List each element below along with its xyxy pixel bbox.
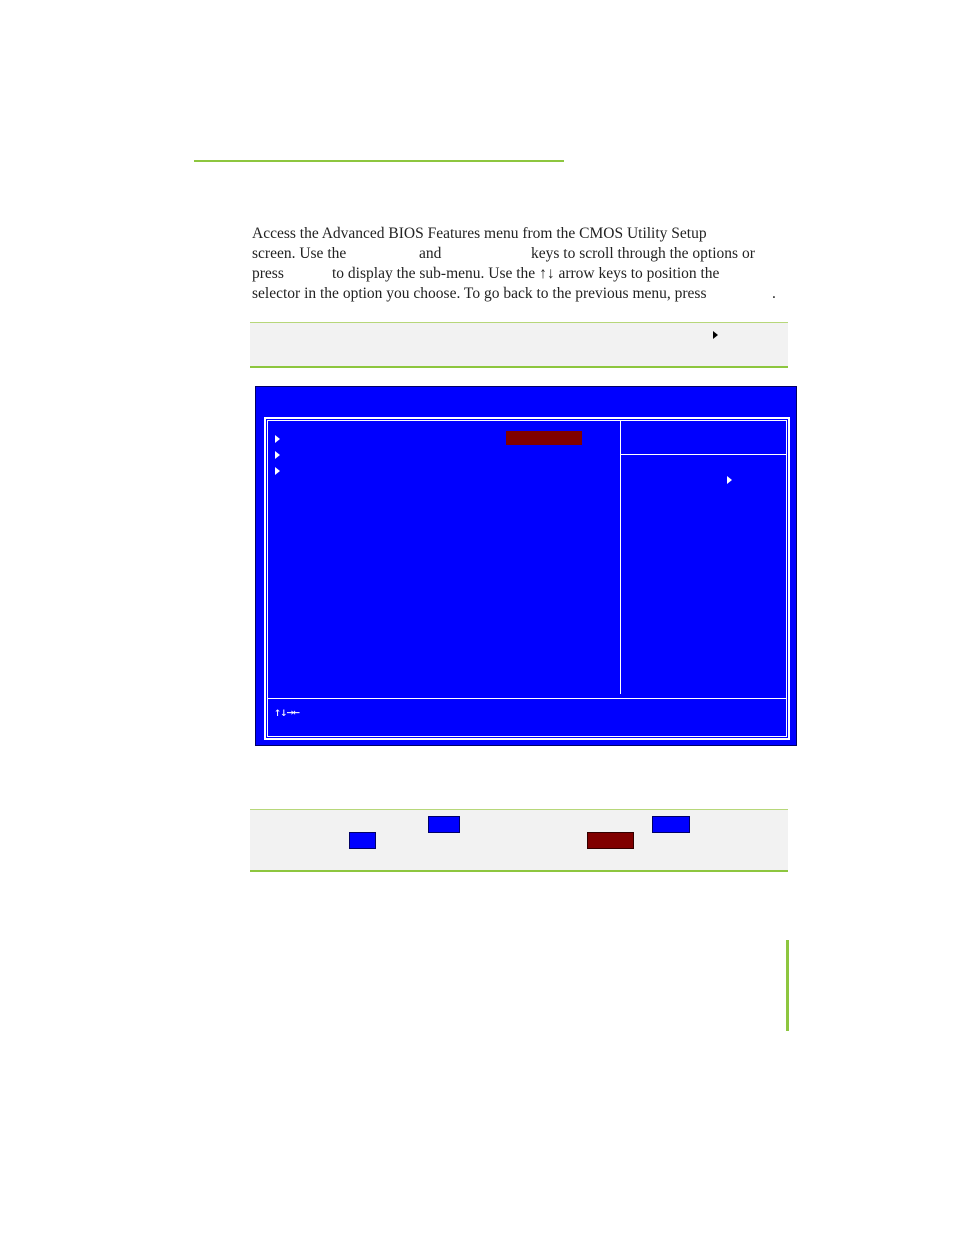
item-help-divider (620, 454, 786, 455)
intro-line-1: Access the Advanced BIOS Features menu from the CMOS Utility Setup (252, 225, 707, 242)
intro-line-2: screen. Use the and keys to scroll through the options or (252, 245, 755, 262)
note-box-top (250, 322, 788, 368)
triangle-right-icon (275, 467, 280, 475)
section-rule (194, 160, 564, 162)
bios-footer-divider (268, 698, 786, 699)
nav-keys-legend: ↑↓→← (274, 705, 299, 719)
blue-color-swatch (349, 832, 376, 849)
blue-color-swatch (652, 816, 690, 833)
selected-option-highlight[interactable] (506, 431, 582, 445)
triangle-right-icon (713, 331, 718, 339)
bios-inner-frame (267, 420, 787, 737)
page-side-rule (786, 940, 789, 1031)
bios-screenshot (255, 386, 797, 746)
triangle-right-icon (275, 451, 280, 459)
triangle-right-icon (727, 476, 732, 484)
blue-color-swatch (428, 816, 460, 833)
intro-line-4: selector in the option you choose. To go back to the previous menu, press . (252, 285, 776, 302)
intro-paragraph (252, 224, 782, 304)
red-color-swatch (587, 832, 634, 849)
note-box-bottom (250, 809, 788, 872)
intro-line-3: press to display the sub-menu. Use the ↑↓ arrow keys to position the (252, 265, 720, 282)
bios-column-divider (620, 421, 621, 694)
bios-frame (264, 417, 790, 740)
triangle-right-icon (275, 435, 280, 443)
